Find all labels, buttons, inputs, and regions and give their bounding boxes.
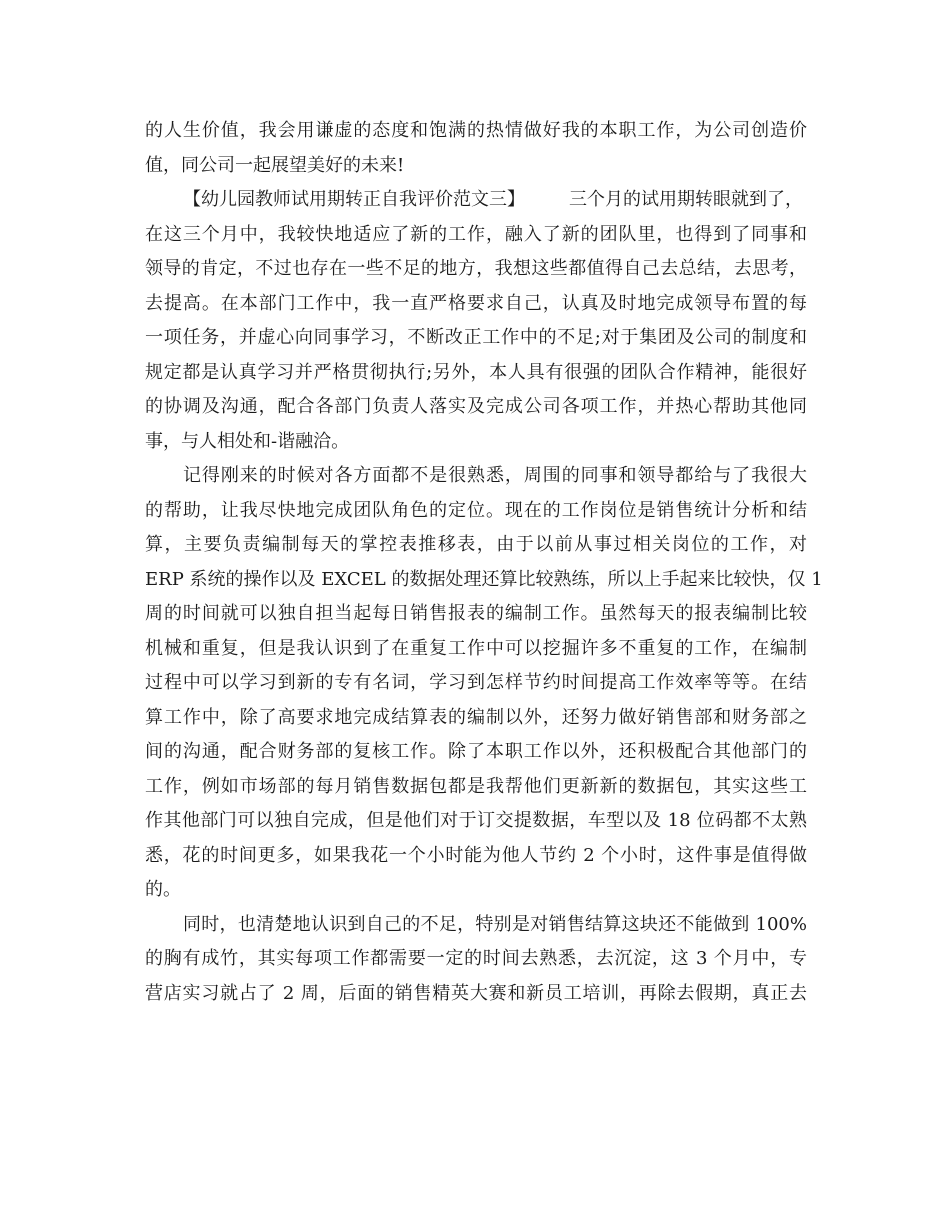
text-line-p3-l9: [145, 735, 807, 770]
line-text: 营店实习就占了 2 周，后面的销售精英大赛和新员工培训，再除去假期，真正去: [145, 982, 807, 1004]
line-text: 三个月的试用期转眼就到了，: [569, 189, 803, 210]
line-text: 的人生价值，我会用谦虚的态度和饱满的热情做好我的本职工作，为公司创造价: [145, 120, 807, 141]
text-line-p2-l5: [145, 321, 807, 356]
text-line-p3-l10: [145, 770, 807, 805]
text-line-p3-l8: [145, 701, 807, 736]
line-text: 机械和重复，但是我认识到了在重复工作中可以挖掘许多不重复的工作，在编制: [145, 637, 807, 659]
text-line-p2-l7: [145, 390, 807, 425]
text-line-p3-l12: [145, 839, 807, 874]
text-line-p2-l2: [145, 218, 807, 253]
text-line-p2-l1: [145, 183, 807, 218]
line-text: 的帮助，让我尽快地完成团队角色的定位。现在的工作岗位是销售统计分析和结: [145, 499, 807, 521]
line-text: 记得刚来的时候对各方面都不是很熟悉，周围的同事和领导都给与了我很大: [183, 465, 807, 486]
line-text: 事，与人相处和-谐融洽。: [145, 430, 350, 452]
line-text: 在这三个月中，我较快地适应了新的工作，融入了新的团队里，也得到了同事和: [145, 223, 807, 245]
text-line-p3-l11: [145, 804, 807, 839]
text-line-p3-l2: [145, 494, 807, 529]
text-line-p2-l8: [145, 425, 807, 460]
text-line-p3-l3: [145, 528, 807, 563]
text-line-p3-l7: [145, 666, 807, 701]
line-text: 间的沟通，配合财务部的复核工作。除了本职工作以外，还积极配合其他部门的: [145, 741, 807, 762]
text-line-p3-l1: [145, 459, 807, 494]
line-text: 作其他部门可以独自完成，但是他们对于订交提数据，车型以及 18 位码都不太熟: [145, 810, 807, 831]
line-text: 的协调及沟通，配合各部门负责人落实及完成公司各项工作，并热心帮助其他同: [145, 396, 807, 417]
line-text: 算工作中，除了高要求地完成结算表的编制以外，还努力做好销售部和财务部之: [145, 706, 807, 728]
text-line-p2-l3: [145, 252, 807, 287]
text-line-p3-l4: [145, 563, 823, 598]
line-text: 值，同公司一起展望美好的未来!: [145, 154, 405, 176]
text-line-p3-l13: [145, 873, 807, 908]
line-text: 同时，也清楚地认识到自己的不足，特别是对销售结算这块还不能做到 100%: [183, 913, 807, 935]
line-text: 过程中可以学习到新的专有名词，学习到怎样节约时间提高工作效率等等。在结: [145, 672, 807, 693]
text-line-p2-l4: [145, 287, 807, 322]
line-text: 的胸有成竹，其实每项工作都需要一定的时间去熟悉，去沉淀，这 3 个月中，专: [145, 948, 807, 969]
text-line-p3-l6: [145, 632, 807, 667]
text-line-p4-l2: [145, 942, 807, 977]
line-text: 悉，花的时间更多，如果我花一个小时能为他人节约 2 个小时，这件事是值得做: [145, 844, 807, 866]
text-line-p3-l5: [145, 597, 807, 632]
text-line-p1-l1: [145, 114, 807, 149]
text-line-p2-l6: [145, 356, 807, 391]
line-text: 一项任务，并虚心向同事学习，不断改正工作中的不足;对于集团及公司的制度和: [145, 327, 807, 348]
section-heading: 【幼儿园教师试用期转正自我评价范文三】: [183, 189, 525, 210]
line-text: 去提高。在本部门工作中，我一直严格要求自己，认真及时地完成领导布置的每: [145, 292, 807, 314]
text-line-p1-l2: [145, 149, 807, 184]
text-line-p4-l3: [145, 977, 807, 1012]
line-text: 领导的肯定，不过也存在一些不足的地方，我想这些都值得自己去总结，去思考，: [145, 258, 807, 279]
line-text: ERP 系统的操作以及 EXCEL 的数据处理还算比较熟练，所以上手起来比较快，仅 1: [145, 568, 823, 590]
line-text: 的。: [145, 879, 181, 900]
line-text: 算，主要负责编制每天的掌控表推移表，由于以前从事过相关岗位的工作，对: [145, 534, 807, 555]
line-text: 周的时间就可以独自担当起每日销售报表的编制工作。虽然每天的报表编制比较: [145, 603, 807, 624]
line-text: 规定都是认真学习并严格贯彻执行;另外，本人具有很强的团队合作精神，能很好: [145, 361, 807, 383]
text-line-p4-l1: [145, 908, 807, 943]
document-body: [145, 114, 823, 1011]
line-text: 工作，例如市场部的每月销售数据包都是我帮他们更新新的数据包，其实这些工: [145, 775, 807, 797]
